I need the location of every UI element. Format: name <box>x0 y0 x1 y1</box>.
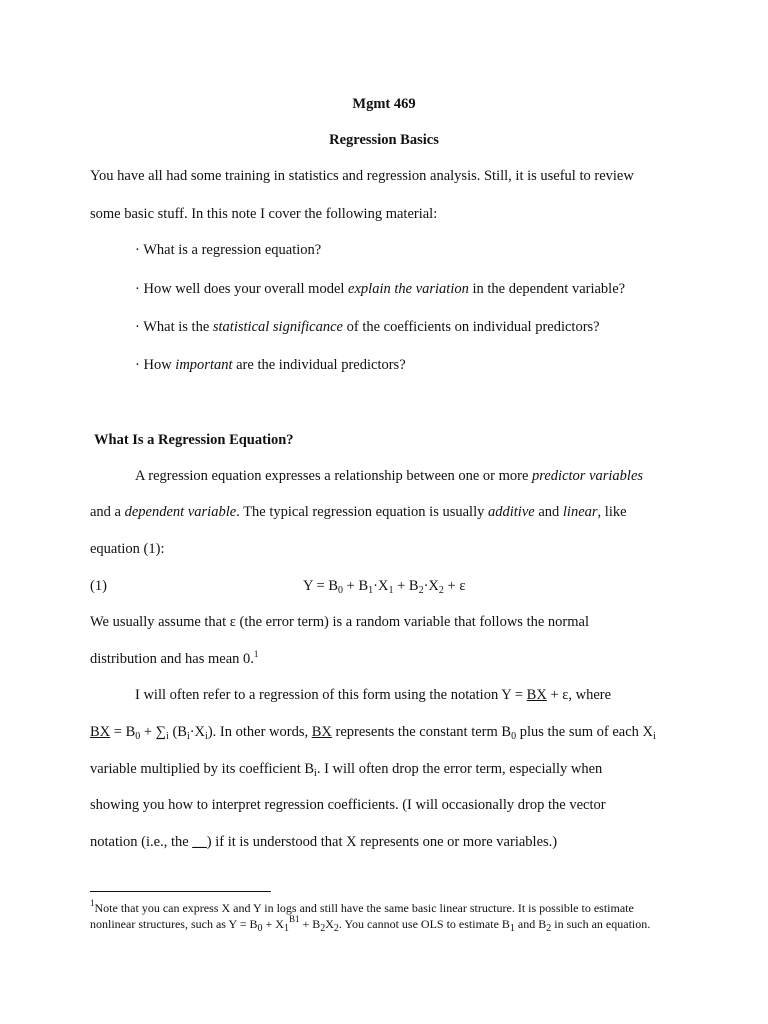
paragraph-line: distribution and has mean 0.$^1$ <box>90 649 259 667</box>
paragraph-line: notation (i.e., the __) if it is understood that X represents one or more variables.) <box>90 834 558 850</box>
equation-label: (1) <box>90 578 107 594</box>
bullet-marker: · <box>135 357 140 373</box>
bullet-item: · How important are the individual predictors? <box>135 357 406 373</box>
section-heading: What Is a Regression Equation? <box>94 432 294 448</box>
page-title: Regression Basics <box>329 132 439 148</box>
paragraph-line: variable multiplied by its coefficient $B_i$. I will often drop the error term, especially when <box>90 761 603 779</box>
paragraph-line: I will often refer to a regression of this form using the notation Y = BX + ε, where <box>135 687 612 703</box>
bullet-item: · What is the statistical significance of the coefficients on individual predictors? <box>135 319 600 335</box>
paragraph-line: We usually assume that ε (the error term) is a random variable that follows the normal <box>90 614 589 630</box>
course-title: Mgmt 469 <box>352 96 416 112</box>
intro-line-2: some basic stuff. In this note I cover the following material: <box>90 206 438 222</box>
bullet-marker: · <box>135 242 140 258</box>
paragraph-line: A regression equation expresses a relationship between one or more predictor variables <box>135 468 644 484</box>
bullet-item: · What is a regression equation? <box>135 242 322 258</box>
paragraph-line: BX = $B_0 + \sum_i$ $(B_i\cdot X_i)$. In other words, BX represents the constant term $B_0$ plus the sum of each $X_i$ <box>90 724 656 742</box>
footnote-line-1: $^1$Note that you can express X and Y in logs and still have the same basic linear structure. It is possible to estimate <box>90 898 634 915</box>
intro-line-1: You have all had some training in statistics and regression analysis. Still, it is useful to review <box>90 168 634 184</box>
bullet-marker: · <box>135 281 140 297</box>
paragraph-line: showing you how to interpret regression coefficients. (I will occasionally drop the vector <box>90 797 606 813</box>
paragraph-line: and a dependent variable. The typical regression equation is usually additive and linear, like <box>90 504 627 520</box>
bullet-item: · How well does your overall model explain the variation in the dependent variable? <box>135 281 626 297</box>
footnote-line-2: nonlinear structures, such as $Y = B_0 + X_1^{B1} + B_2X_2$. You cannot use OLS to estimate $B_1$ and $B_2$ in such an equation. <box>90 914 651 934</box>
paragraph-line: equation (1): <box>90 541 165 557</box>
regression-equation: $Y = B_0 + B_1\cdot X_1 + B_2\cdot X_2 + \varepsilon$ <box>303 578 466 596</box>
footnote-reference: 1 <box>253 649 259 659</box>
footnote-divider <box>90 891 271 892</box>
bullet-marker: · <box>135 319 140 335</box>
